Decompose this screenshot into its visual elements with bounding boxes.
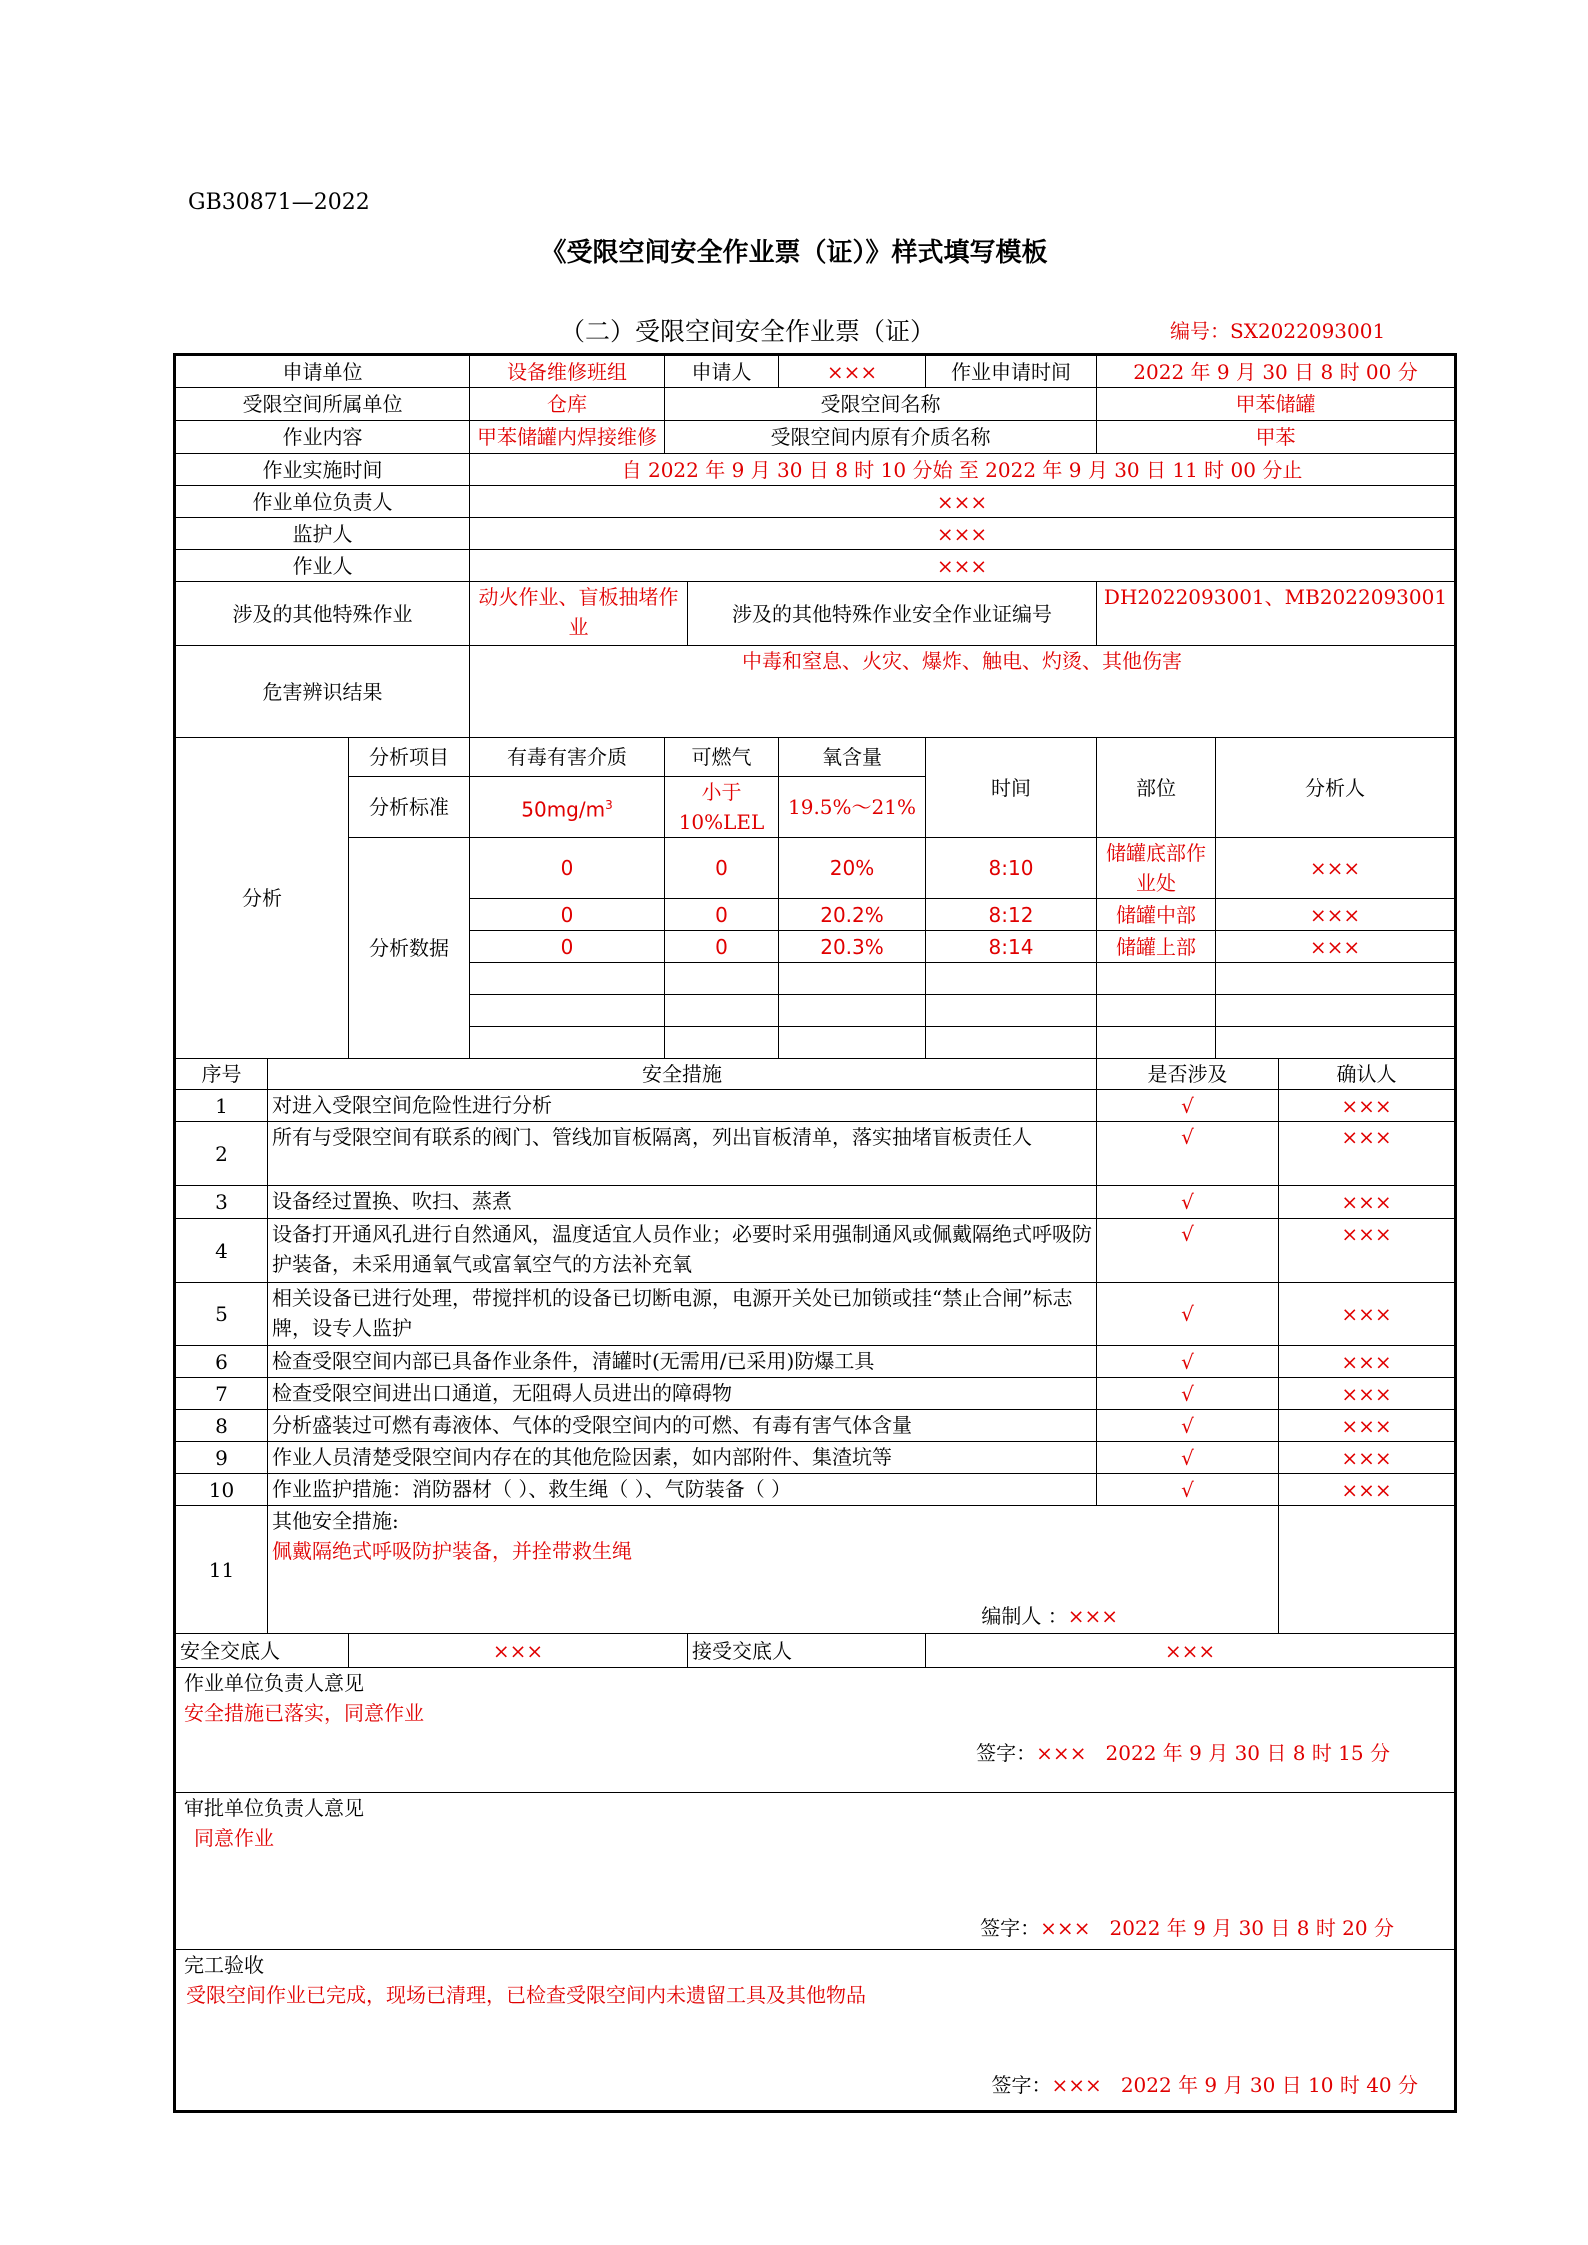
space-name-value: 甲苯储罐 [1097, 388, 1456, 421]
measure-number: 3 [175, 1186, 268, 1219]
analysis-toxic: 0 [470, 899, 665, 931]
analysis-analyst: ××× [1216, 838, 1456, 899]
flammable-standard: 小于 10%LEL [665, 777, 779, 838]
measure-involved-check: √ [1097, 1090, 1279, 1122]
applicant-unit-label: 申请单位 [175, 355, 470, 388]
measure-row [175, 1346, 1456, 1378]
analysis-position: 储罐底部作业处 [1097, 838, 1216, 899]
row-approve-opinion [175, 1793, 1456, 1950]
other-special-no-label: 涉及的其他特殊作业安全作业证编号 [688, 582, 1097, 646]
compiler-value: ××× [1067, 1604, 1118, 1628]
measures-header-row [175, 1059, 1456, 1090]
unit-leader-value: ××× [470, 486, 1456, 518]
measure-row [175, 1442, 1456, 1474]
row-completion [175, 1950, 1456, 2112]
ticket-number-label: 编号： [1170, 319, 1230, 343]
unit-opinion-cell [175, 1668, 1456, 1793]
work-time-label: 作业实施时间 [175, 454, 470, 486]
handover-value: ××× [349, 1634, 688, 1668]
position-header: 部位 [1097, 738, 1216, 838]
signature-name: ××× [1040, 1916, 1091, 1940]
analysis-standard-label: 分析标准 [349, 777, 470, 838]
row-worker [175, 550, 1456, 582]
approve-opinion-label: 审批单位负责人意见 [184, 1796, 364, 1820]
measure-confirmer: ××× [1279, 1410, 1456, 1442]
empty-cell [470, 963, 665, 995]
flammable-header: 可燃气 [665, 738, 779, 777]
applicant-value: ××× [779, 355, 926, 388]
empty-cell [1216, 963, 1456, 995]
empty-cell [779, 1027, 926, 1059]
empty-cell [470, 1027, 665, 1059]
measure-involved-check: √ [1097, 1283, 1279, 1346]
measure-number: 1 [175, 1090, 268, 1122]
seq-header: 序号 [175, 1059, 268, 1090]
signature-date: 2022 年 9 月 30 日 8 时 20 分 [1109, 1916, 1394, 1940]
measure-confirmer: ××× [1279, 1378, 1456, 1410]
measure-row [175, 1219, 1456, 1283]
measure-row-other [175, 1506, 1456, 1634]
measure-row [175, 1474, 1456, 1506]
row-unit-leader [175, 486, 1456, 518]
measure-text: 分析盛装过可燃有毒液体、气体的受限空间内的可燃、有毒有害气体含量 [268, 1410, 1097, 1442]
unit-opinion-label: 作业单位负责人意见 [184, 1671, 364, 1695]
analysis-position: 储罐上部 [1097, 931, 1216, 963]
measure-involved-check: √ [1097, 1410, 1279, 1442]
measure-confirmer: ××× [1279, 1442, 1456, 1474]
analysis-data-row [175, 838, 1456, 899]
measure-confirmer: ××× [1279, 1186, 1456, 1219]
receiver-value: ××× [926, 1634, 1456, 1668]
approve-opinion-signature [980, 1913, 1394, 1943]
row-hazard [175, 646, 1456, 738]
measure-row [175, 1090, 1456, 1122]
row-handover [175, 1634, 1456, 1668]
measure-number: 7 [175, 1378, 268, 1410]
toxic-standard [470, 777, 665, 838]
measure-text: 作业人员清楚受限空间内存在的其他危险因素，如内部附件、集渣坑等 [268, 1442, 1097, 1474]
worker-label: 作业人 [175, 550, 470, 582]
measure-number: 4 [175, 1219, 268, 1283]
signature-label: 签字： [980, 1916, 1041, 1940]
measure-number: 8 [175, 1410, 268, 1442]
empty-cell [1097, 1027, 1216, 1059]
work-time-value: 自 2022 年 9 月 30 日 8 时 10 分始 至 2022 年 9 月 30 日 11 时 00 分止 [470, 454, 1456, 486]
other-special-no-value: DH2022093001、MB2022093001 [1097, 582, 1456, 646]
analysis-oxygen: 20% [779, 838, 926, 899]
measure-row [175, 1410, 1456, 1442]
permit-form-table [173, 353, 1457, 2113]
other-special-label: 涉及的其他特殊作业 [175, 582, 470, 646]
signature-name: ××× [1051, 2073, 1102, 2097]
toxic-header: 有毒有害介质 [470, 738, 665, 777]
empty-cell [665, 1027, 779, 1059]
handover-label: 安全交底人 [175, 1634, 349, 1668]
measure-involved-check: √ [1097, 1474, 1279, 1506]
empty-cell [1216, 1027, 1456, 1059]
form-subtitle: （二）受限空间安全作业票（证） [560, 317, 936, 346]
measure-number: 5 [175, 1283, 268, 1346]
analysis-time: 8:14 [926, 931, 1097, 963]
measure-row [175, 1186, 1456, 1219]
measure-text: 对进入受限空间危险性进行分析 [268, 1090, 1097, 1122]
analysis-analyst: ××× [1216, 899, 1456, 931]
other-measures-label: 其他安全措施: [272, 1509, 399, 1533]
measure-confirmer: ××× [1279, 1219, 1456, 1283]
row-guardian [175, 518, 1456, 550]
approve-opinion-cell [175, 1793, 1456, 1950]
work-content-label: 作业内容 [175, 421, 470, 454]
oxygen-standard: 19.5%～21% [779, 777, 926, 838]
hazard-value: 中毒和窒息、火灾、爆炸、触电、灼烫、其他伤害 [470, 646, 1456, 738]
empty-cell [1216, 995, 1456, 1027]
empty-cell [1097, 963, 1216, 995]
approve-opinion-text: 同意作业 [194, 1826, 274, 1850]
signature-date: 2022 年 9 月 30 日 8 时 15 分 [1105, 1741, 1390, 1765]
time-header: 时间 [926, 738, 1097, 838]
hazard-label: 危害辨识结果 [175, 646, 470, 738]
measure-involved-check: √ [1097, 1122, 1279, 1186]
work-content-value: 甲苯储罐内焊接维修 [470, 421, 665, 454]
guardian-value: ××× [470, 518, 1456, 550]
empty-cell [926, 1027, 1097, 1059]
row-work-content [175, 421, 1456, 454]
analysis-oxygen: 20.2% [779, 899, 926, 931]
analysis-flammable: 0 [665, 931, 779, 963]
analysis-analyst: ××× [1216, 931, 1456, 963]
analysis-item-label: 分析项目 [349, 738, 470, 777]
analysis-flammable: 0 [665, 899, 779, 931]
measure-number: 9 [175, 1442, 268, 1474]
row-applicant [175, 355, 1456, 388]
measure-row [175, 1122, 1456, 1186]
measure-confirmer: ××× [1279, 1090, 1456, 1122]
measure-involved-check: √ [1097, 1378, 1279, 1410]
measure-text: 相关设备已进行处理，带搅拌机的设备已切断电源，电源开关处已加锁或挂“禁止合闸”标志牌，设专人监护 [268, 1283, 1097, 1346]
completion-text: 受限空间作业已完成，现场已清理，已检查受限空间内未遗留工具及其他物品 [186, 1983, 866, 2007]
measure-involved-check: √ [1097, 1346, 1279, 1378]
analysis-label: 分析 [175, 738, 349, 1059]
apply-time-label: 作业申请时间 [926, 355, 1097, 388]
measure-text: 所有与受限空间有联系的阀门、管线加盲板隔离，列出盲板清单，落实抽堵盲板责任人 [268, 1122, 1097, 1186]
standard-code: GB30871—2022 [188, 190, 370, 215]
measure-number: 11 [175, 1506, 268, 1634]
completion-signature [991, 2070, 1418, 2100]
completion-label: 完工验收 [184, 1953, 264, 1977]
worker-value: ××× [470, 550, 1456, 582]
analyst-header: 分析人 [1216, 738, 1456, 838]
other-measures-text: 佩戴隔绝式呼吸防护装备，并拴带救生绳 [272, 1539, 632, 1563]
analysis-position: 储罐中部 [1097, 899, 1216, 931]
measure-text: 检查受限空间进出口通道，无阻碍人员进出的障碍物 [268, 1378, 1097, 1410]
analysis-oxygen: 20.3% [779, 931, 926, 963]
analysis-toxic: 0 [470, 838, 665, 899]
measure-confirmer: ××× [1279, 1122, 1456, 1186]
measure-text: 检查受限空间内部已具备作业条件，清罐时(无需用/已采用)防爆工具 [268, 1346, 1097, 1378]
signature-label: 签字： [991, 2073, 1052, 2097]
row-work-time [175, 454, 1456, 486]
space-name-label: 受限空间名称 [665, 388, 1097, 421]
row-other-special [175, 582, 1456, 646]
unit-opinion-text: 安全措施已落实，同意作业 [184, 1701, 424, 1725]
space-owner-value: 仓库 [470, 388, 665, 421]
empty-cell [1097, 995, 1216, 1027]
measures-header: 安全措施 [268, 1059, 1097, 1090]
analysis-time: 8:12 [926, 899, 1097, 931]
empty-cell [926, 963, 1097, 995]
signature-date: 2022 年 9 月 30 日 10 时 40 分 [1120, 2073, 1418, 2097]
involved-header: 是否涉及 [1097, 1059, 1279, 1090]
confirmer-header: 确认人 [1279, 1059, 1456, 1090]
compiler-label: 编制人 ： [981, 1604, 1068, 1628]
measure-involved-check: √ [1097, 1186, 1279, 1219]
empty-cell [665, 995, 779, 1027]
applicant-label: 申请人 [665, 355, 779, 388]
medium-label: 受限空间内原有介质名称 [665, 421, 1097, 454]
space-owner-label: 受限空间所属单位 [175, 388, 470, 421]
unit-leader-label: 作业单位负责人 [175, 486, 470, 518]
measure-text: 设备打开通风孔进行自然通风，温度适宜人员作业；必要时采用强制通风或佩戴隔绝式呼吸防护装备，未采用通氧气或富氧空气的方法补充氧 [268, 1219, 1097, 1283]
other-special-value: 动火作业、盲板抽堵作业 [470, 582, 688, 646]
measure-number: 2 [175, 1122, 268, 1186]
empty-cell [470, 995, 665, 1027]
toxic-standard-exponent: 3 [605, 797, 613, 812]
completion-cell [175, 1950, 1456, 2112]
measure-involved-check: √ [1097, 1219, 1279, 1283]
analysis-data-label: 分析数据 [349, 838, 470, 1059]
analysis-toxic: 0 [470, 931, 665, 963]
empty-cell [779, 995, 926, 1027]
measure-involved-check: √ [1097, 1442, 1279, 1474]
measure-text: 设备经过置换、吹扫、蒸煮 [268, 1186, 1097, 1219]
analysis-header-row [175, 738, 1456, 777]
toxic-standard-text: 50mg/m [521, 797, 606, 822]
measure-row [175, 1283, 1456, 1346]
measure-number: 10 [175, 1474, 268, 1506]
measure-confirmer: ××× [1279, 1346, 1456, 1378]
measure-confirmer: ××× [1279, 1283, 1456, 1346]
receiver-label: 接受交底人 [688, 1634, 926, 1668]
empty-cell [1279, 1506, 1456, 1634]
row-space-owner [175, 388, 1456, 421]
ticket-number-value: SX2022093001 [1230, 319, 1386, 343]
empty-cell [779, 963, 926, 995]
document-title: 《受限空间安全作业票（证）》样式填写模板 [540, 238, 1048, 268]
apply-time-value: 2022 年 9 月 30 日 8 时 00 分 [1097, 355, 1456, 388]
ticket-number [1170, 315, 1385, 344]
row-unit-opinion [175, 1668, 1456, 1793]
measure-row [175, 1378, 1456, 1410]
applicant-unit-value: 设备维修班组 [470, 355, 665, 388]
measure-text: 作业监护措施：消防器材（ ）、救生绳（ ）、气防装备（ ） [268, 1474, 1097, 1506]
guardian-label: 监护人 [175, 518, 470, 550]
analysis-time: 8:10 [926, 838, 1097, 899]
oxygen-header: 氧含量 [779, 738, 926, 777]
medium-value: 甲苯 [1097, 421, 1456, 454]
unit-opinion-signature [184, 1738, 1450, 1768]
empty-cell [665, 963, 779, 995]
compiler-line [981, 1601, 1118, 1631]
signature-name: ××× [1036, 1741, 1087, 1765]
measure-number: 6 [175, 1346, 268, 1378]
signature-label: 签字： [976, 1741, 1037, 1765]
other-measures-cell [268, 1506, 1279, 1634]
measure-confirmer: ××× [1279, 1474, 1456, 1506]
analysis-flammable: 0 [665, 838, 779, 899]
empty-cell [926, 995, 1097, 1027]
